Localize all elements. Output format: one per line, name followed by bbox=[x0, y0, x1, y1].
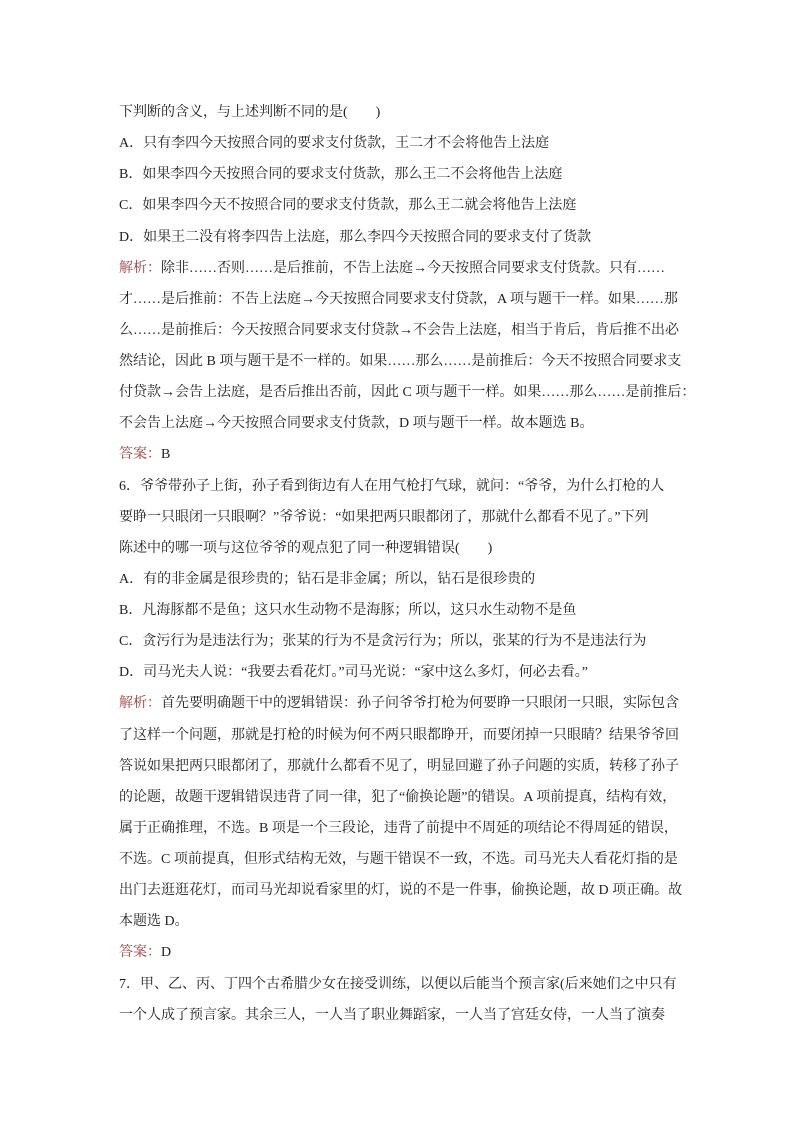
q6-analysis-line: 的论题，故题干逻辑错误违背了同一律，犯了“偷换论题”的错误。A 项前提真，结构有效， bbox=[119, 789, 677, 805]
q6-analysis-label: 解析： bbox=[119, 696, 161, 712]
q5-option-a: A．只有李四今天按照合同的要求支付货款，王二才不会将他告上法庭 bbox=[119, 136, 550, 152]
q6-stem-line: 要睁一只眼闭一只眼啊？”爷爷说：“如果把两只眼都闭了，那就什么都看不见了。”下列 bbox=[119, 509, 649, 525]
q5-analysis-line: 不会告上法庭→今天按照合同要求支付货款，D 项与题干一样。故本题选 B。 bbox=[119, 416, 594, 432]
q5-option-c: C．如果李四今天不按照合同的要求支付货款，那么王二就会将他告上法庭 bbox=[119, 198, 577, 214]
q6-analysis-line: 答说如果把两只眼都闭了，那就什么都看不见了，明显回避了孙子问题的实质，转移了孙子 bbox=[119, 758, 679, 774]
q6-analysis-line bbox=[119, 688, 685, 719]
q5-analysis-line: 么……是前推后：今天按照合同要求支付贷款→不会告上法庭，相当于肯后，肯后推不出必 bbox=[119, 322, 679, 338]
q6-option-a: A．有的非金属是很珍贵的；钻石是非金属；所以，钻石是很珍贵的 bbox=[119, 571, 536, 587]
q5-analysis-line: 才……是后推前：不告上法庭→今天按照合同要求支付贷款，A 项与题干一样。如果……那 bbox=[119, 291, 678, 307]
q6-analysis-line: 了这样一个问题，那就是打枪的时候为何不两只眼都睁开，而要闭掉一只眼睛？结果爷爷回 bbox=[119, 727, 679, 743]
q6-option-c: C．贪污行为是违法行为；张某的行为不是贪污行为；所以，张某的行为不是违法行为 bbox=[119, 634, 647, 650]
q6-analysis-line: 不选。C 项前提真，但形式结构无效，与题干错误不一致，不选。司马光夫人看花灯指的是 bbox=[119, 852, 678, 867]
q7-stem-line: 7．甲、乙、丙、丁四个古希腊少女在接受训练，以便以后能当个预言家(后来她们之中只有 bbox=[119, 976, 677, 992]
q5-option-b: B．如果李四今天按照合同的要求支付货款，那么王二不会将他告上法庭 bbox=[119, 167, 563, 183]
q6-option-d: D．司马光夫人说：“我要去看花灯。”司马光说：“家中这么多灯，何必去看。” bbox=[119, 665, 588, 681]
q6-analysis-line: 出门去逛逛花灯，而司马光却说看家里的灯，说的不是一件事，偷换论题，故 D 项正确。故 bbox=[119, 883, 683, 899]
q5-option-d: D．如果王二没有将李四告上法庭，那么李四今天按照合同的要求支付了货款 bbox=[119, 229, 592, 245]
document-page bbox=[119, 97, 696, 1031]
q6-answer-label: 答案： bbox=[119, 945, 161, 961]
q6-stem-line: 陈述中的哪一项与这位爷爷的观点犯了同一种逻辑错误( ) bbox=[119, 540, 493, 556]
q5-stem-end: 下判断的含义，与上述判断不同的是( ) bbox=[119, 105, 381, 120]
q5-analysis-label: 解析： bbox=[119, 260, 161, 276]
q7-stem-line: 一个人成了预言家。其余三人，一人当了职业舞蹈家，一人当了宫廷女侍，一人当了演奏 bbox=[119, 1007, 665, 1023]
q5-analysis-line: 然结论，因此 B 项与题干是不一样的。如果……那么……是前推后：今天不按照合同要求支 bbox=[119, 354, 682, 369]
q6-answer-value: D bbox=[161, 945, 172, 961]
q6-option-b: B．凡海豚都不是鱼；这只水生动物不是海豚；所以，这只水生动物不是鱼 bbox=[119, 603, 577, 618]
q5-answer-label: 答案： bbox=[119, 447, 161, 463]
q5-answer-value: B bbox=[161, 447, 171, 463]
q5-analysis-line: 付贷款→会告上法庭，是否后推出否前，因此 C 项与题干一样。如果……那么……是前推后： bbox=[119, 385, 696, 401]
q6-analysis-line: 本题选 D。 bbox=[119, 914, 189, 930]
q5-analysis-line bbox=[119, 253, 685, 284]
q6-answer bbox=[119, 937, 685, 968]
q6-analysis-line: 属于正确推理，不选。B 项是一个三段论，违背了前提中不周延的项结论不得周延的错误， bbox=[119, 820, 678, 836]
q6-stem-line: 6．爷爷带孙子上街，孙子看到街边有人在用气枪打气球，就问：“爷爷，为什么打枪的人 bbox=[119, 478, 665, 494]
q6-analysis-text: 首先要明确题干中的逻辑错误：孙子问爷爷打枪为何要睁一只眼闭一只眼，实际包含 bbox=[161, 696, 679, 712]
q5-answer bbox=[119, 439, 685, 470]
q5-analysis-text: 除非……否则……是后推前，不告上法庭→今天按照合同要求支付货款。只有…… bbox=[161, 260, 665, 276]
